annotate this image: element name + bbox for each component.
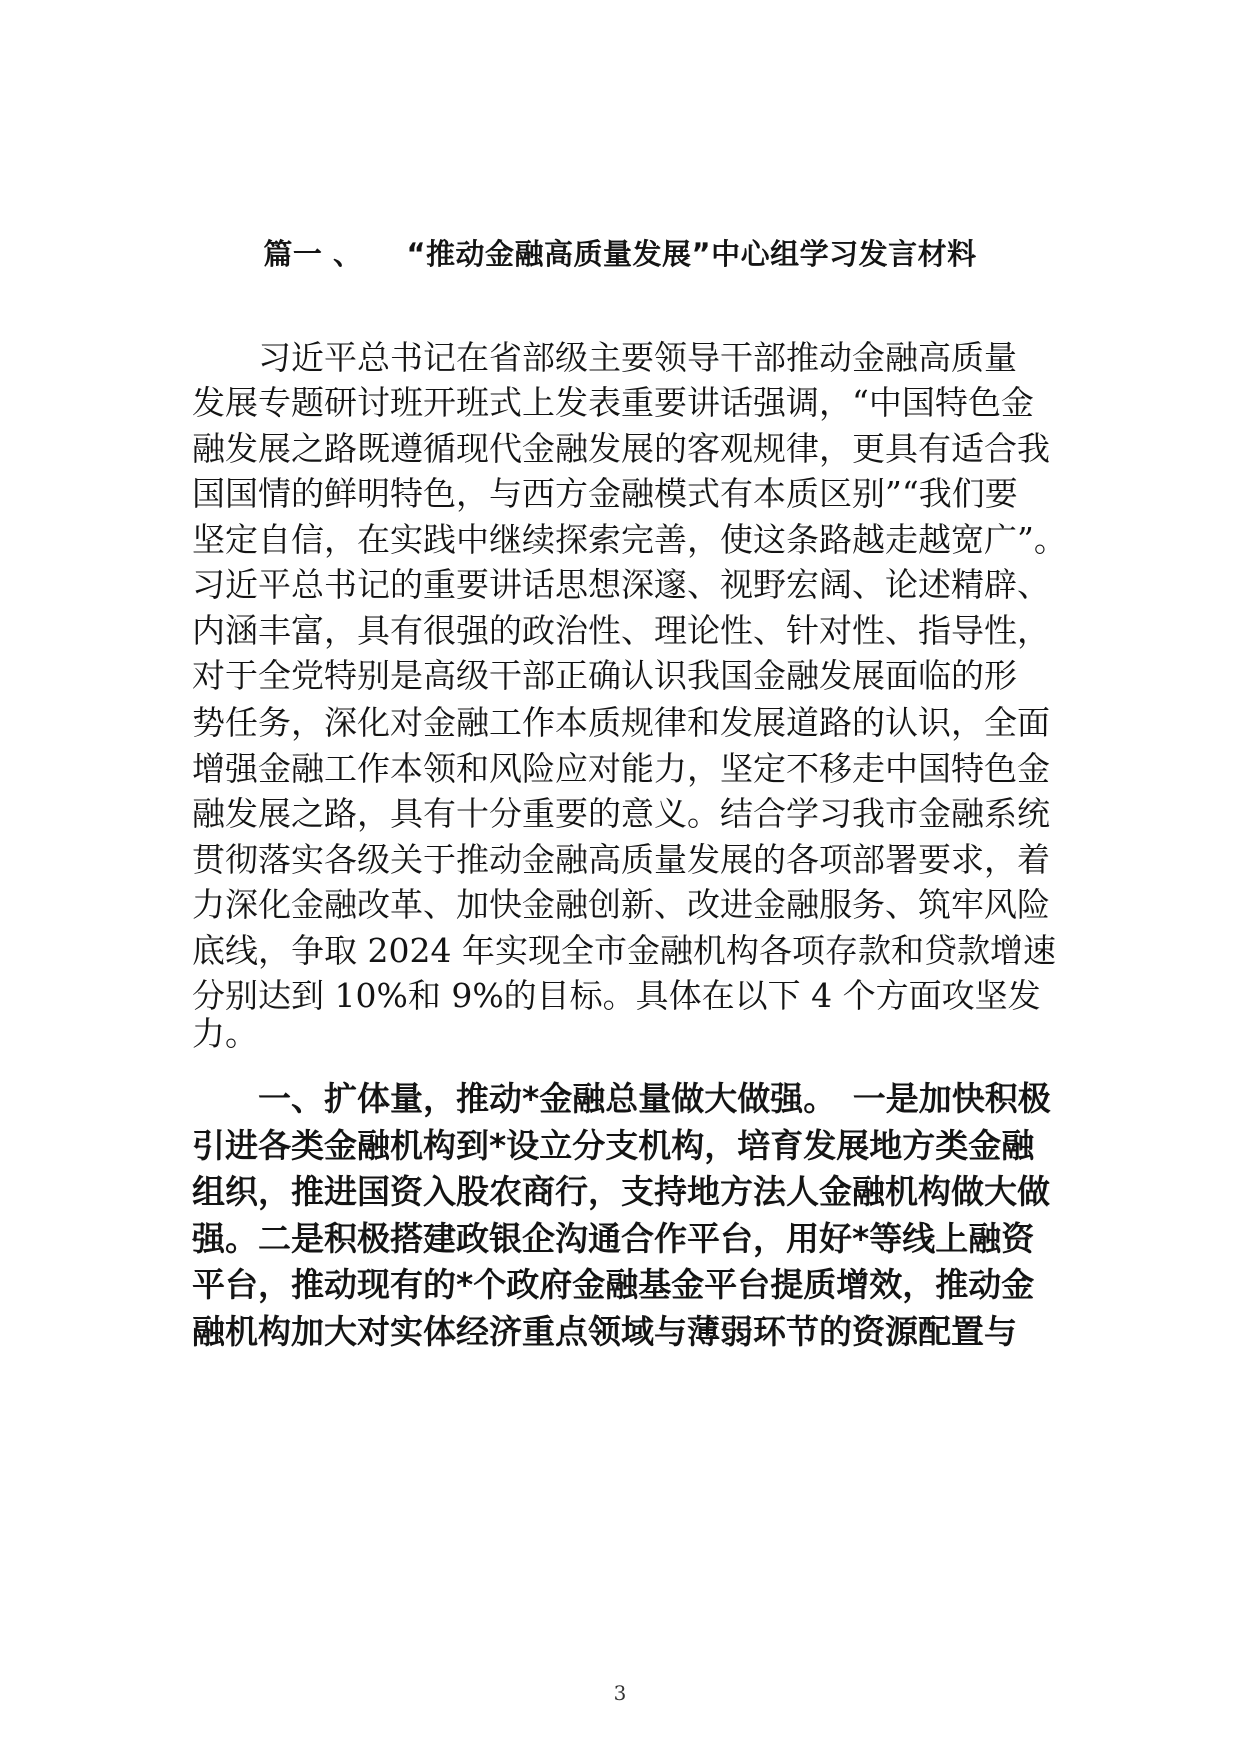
body-line: 坚定自信，在实践中继续探索完善，使这条路越走越宽广”。 (192, 520, 1067, 559)
section-line: 引进各类金融机构到*设立分支机构，培育发展地方类金融 (192, 1126, 1035, 1165)
body-line: 国国情的鲜明特色，与西方金融模式有本质区别”“我们要 (192, 474, 1018, 513)
body-line: 力。 (192, 1014, 258, 1053)
body-line: 习近平总书记在省部级主要领导干部推动金融高质量 (192, 338, 1017, 377)
body-line: 底线，争取 2024 年实现全市金融机构各项存款和贷款增速 (192, 931, 1056, 970)
title-prefix: 篇一 、 (263, 237, 363, 271)
body-line: 内涵丰富，具有很强的政治性、理论性、针对性、指导性， (192, 611, 1050, 650)
body-line: 分别达到 10%和 9%的目标。具体在以下 4 个方面攻坚发 (192, 976, 1041, 1015)
section-line: 组织，推进国资入股农商行，支持地方法人金融机构做大做 (192, 1172, 1050, 1211)
body-line: 发展专题研讨班开班式上发表重要讲话强调，“中国特色金 (192, 383, 1034, 422)
body-line: 对于全党特别是高级干部正确认识我国金融发展面临的形 (192, 656, 1017, 695)
body-line: 贯彻落实各级关于推动金融高质量发展的各项部署要求，着 (192, 840, 1050, 879)
page-number: 3 (613, 1681, 627, 1705)
body-line: 势任务，深化对金融工作本质规律和发展道路的认识，全面 (192, 703, 1050, 742)
body-line: 力深化金融改革、加快金融创新、改进金融服务、筑牢风险 (192, 885, 1050, 924)
section-line: 平台，推动现有的*个政府金融基金平台提质增效，推动金 (192, 1265, 1035, 1304)
section-line: 强。二是积极搭建政银企沟通合作平台，用好*等线上融资 (192, 1219, 1035, 1258)
body-line: 融发展之路，具有十分重要的意义。结合学习我市金融系统 (192, 794, 1050, 833)
body-line: 增强金融工作本领和风险应对能力，坚定不移走中国特色金 (192, 749, 1050, 788)
body-line: 融发展之路既遵循现代金融发展的客观规律，更具有适合我 (192, 429, 1050, 468)
document-title (0, 232, 1240, 273)
body-line: 习近平总书记的重要讲话思想深邃、视野宏阔、论述精辟、 (192, 565, 1050, 604)
section-line: 一、扩体量，推动*金融总量做大做强。 一是加快积极 (192, 1079, 1051, 1118)
section-line: 融机构加大对实体经济重点领域与薄弱环节的资源配置与 (192, 1312, 1017, 1351)
title-main: “推动金融高质量发展”中心组学习发言材料 (406, 237, 977, 271)
